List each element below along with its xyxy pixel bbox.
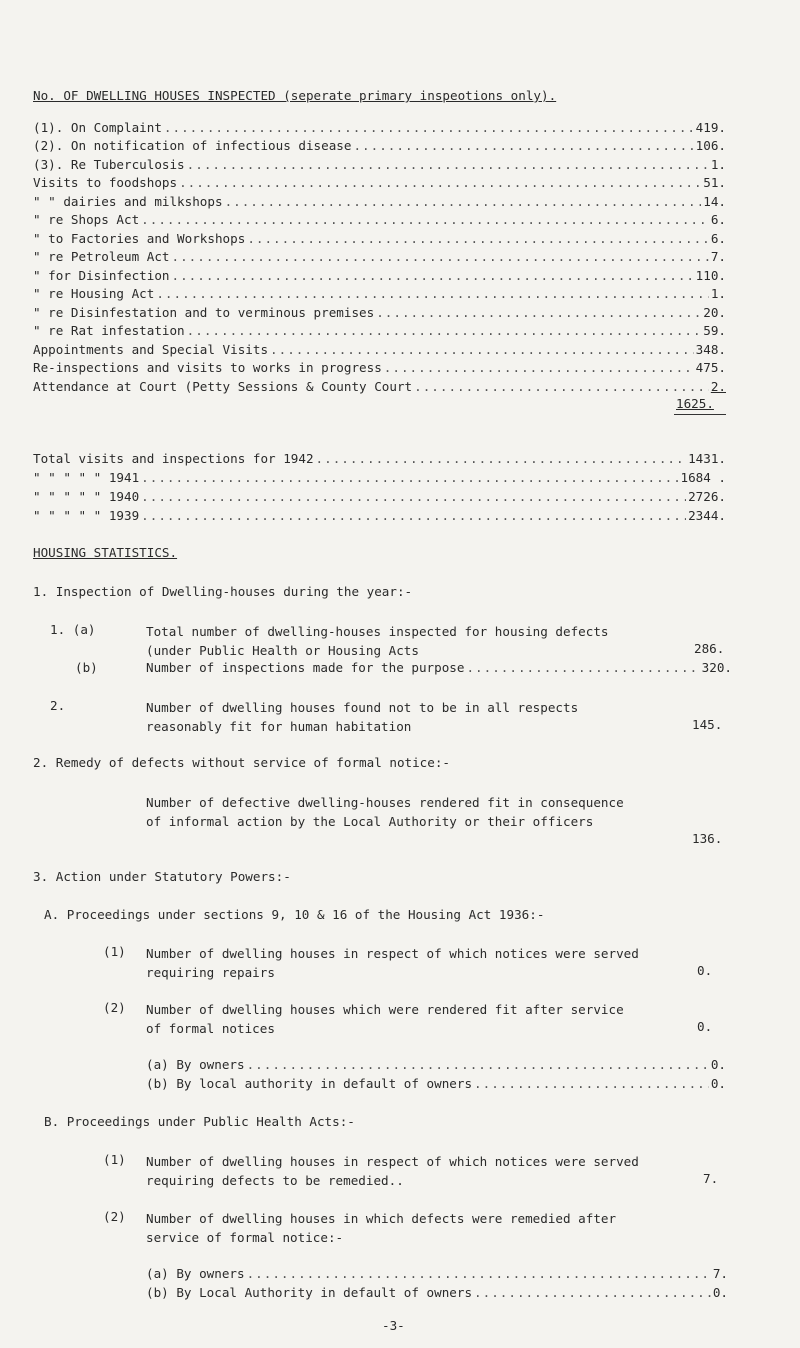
row-label: " for Disinfection — [33, 268, 170, 283]
item-text: (a) By owners — [146, 1057, 245, 1072]
item-text: Number of dwelling houses found not to be in all respects reasonably fit for human habitation — [146, 700, 579, 734]
row-value: 20. — [703, 305, 726, 320]
item-number: (2) — [103, 1209, 126, 1224]
item-number: (1) — [103, 944, 126, 959]
item-number: (1) — [103, 1152, 126, 1167]
item-leader-row — [146, 1285, 728, 1300]
item-text: Number of dwelling houses in which defects were remedied after service of formal notice:- — [146, 1211, 617, 1245]
row-value: 59. — [703, 323, 726, 338]
yearly-label: " " " " " 1941 — [33, 470, 140, 485]
row-value: 51. — [703, 175, 726, 190]
inspection-row — [33, 157, 726, 172]
item-number: 1. (a) — [50, 622, 96, 637]
inspection-row — [33, 138, 726, 153]
item-text: (a) By owners — [146, 1266, 245, 1281]
yearly-value: 2344. — [688, 508, 726, 523]
row-value: 14. — [703, 194, 726, 209]
item-leader-row — [146, 1076, 726, 1091]
item-value: 145. — [692, 717, 723, 732]
row-value: 110. — [695, 268, 726, 283]
row-label: " " dairies and milkshops — [33, 194, 223, 209]
inspection-row — [33, 268, 726, 283]
row-label: Visits to foodshops — [33, 175, 178, 190]
inspection-row — [33, 175, 726, 190]
section-heading: 3. Action under Statutory Powers:- — [33, 869, 291, 884]
item-text: Number of dwelling houses in respect of which notices were served requiring repairs — [146, 946, 639, 980]
inspection-row — [33, 286, 726, 301]
item-text: (b) By Local Authority in default of owners — [146, 1285, 473, 1300]
row-label: Attendance at Court (Petty Sessions & County Court — [33, 379, 413, 394]
item-value: 0. — [710, 1076, 726, 1091]
inspections-total — [676, 396, 714, 411]
item-text: Number of inspections made for the purpose — [146, 660, 465, 675]
row-value: 419. — [695, 120, 726, 135]
yearly-label: " " " " " 1940 — [33, 489, 140, 504]
inspection-row — [33, 342, 726, 357]
housing-title-text: HOUSING STATISTICS. — [33, 545, 178, 560]
item-leader-row — [146, 1057, 726, 1072]
total-rule — [674, 414, 726, 415]
item-value: 320. — [701, 660, 732, 675]
inspection-row — [33, 249, 726, 264]
item-text: Number of dwelling houses in respect of which notices were served requiring defects to be remedied.. — [146, 1154, 639, 1188]
inspected-title — [33, 88, 556, 103]
item-number: 2. — [50, 698, 66, 713]
inspection-row — [33, 360, 726, 375]
inspection-row — [33, 212, 726, 227]
section-heading: 1. Inspection of Dwelling-houses during the year:- — [33, 584, 413, 599]
item-number: (b) — [75, 660, 98, 675]
row-label: Appointments and Special Visits — [33, 342, 269, 357]
inspection-row — [33, 194, 726, 209]
inspection-row — [33, 120, 726, 135]
row-value: 106. — [695, 138, 726, 153]
page-number: -3- — [382, 1318, 405, 1333]
row-value: 7. — [710, 249, 726, 264]
section-heading: 2. Remedy of defects without service of formal notice:- — [33, 755, 451, 770]
row-value: 2. — [710, 379, 726, 394]
yearly-label: Total visits and inspections for 1942 — [33, 451, 314, 466]
yearly-label: " " " " " 1939 — [33, 508, 140, 523]
inspected-title-text: No. OF DWELLING HOUSES INSPECTED (seperate primary inspeotions only). — [33, 88, 557, 103]
item-value: 0. — [710, 1057, 726, 1072]
row-label: " re Disinfestation and to verminous premises — [33, 305, 375, 320]
item-text: Total number of dwelling-houses inspected for housing defects (under Public Health or Housing Acts — [146, 624, 609, 658]
item-text: (b) By local authority in default of owners — [146, 1076, 473, 1091]
yearly-row — [33, 451, 726, 466]
item-value: 0. — [697, 963, 713, 978]
yearly-row — [33, 508, 726, 523]
item-text: Number of defective dwelling-houses rendered fit in consequence of informal action by the Local Authority or their officers — [146, 795, 624, 829]
row-label: " re Rat infestation — [33, 323, 185, 338]
item-value: 7. — [712, 1266, 728, 1281]
row-value: 6. — [710, 231, 726, 246]
row-label: " to Factories and Workshops — [33, 231, 246, 246]
row-value: 6. — [710, 212, 726, 227]
inspection-row — [33, 305, 726, 320]
housing-title — [33, 545, 177, 560]
item-value: 286. — [694, 641, 725, 656]
inspection-row — [33, 379, 726, 394]
inspection-row — [33, 231, 726, 246]
row-value: 348. — [695, 342, 726, 357]
row-label: " re Housing Act — [33, 286, 155, 301]
yearly-value: 2726. — [688, 489, 726, 504]
yearly-row — [33, 489, 726, 504]
inspection-row — [33, 323, 726, 338]
item-number: (2) — [103, 1000, 126, 1015]
row-value: 1. — [710, 286, 726, 301]
item-leader-row — [146, 660, 732, 675]
item-value: 0. — [697, 1019, 713, 1034]
row-label: Re-inspections and visits to works in progress — [33, 360, 382, 375]
row-label: " re Petroleum Act — [33, 249, 170, 264]
yearly-value: 1431. — [688, 451, 726, 466]
subsection-heading: B. Proceedings under Public Health Acts:- — [44, 1114, 355, 1129]
row-label: (3). Re Tuberculosis — [33, 157, 185, 172]
item-value: 7. — [703, 1171, 719, 1186]
subsection-heading: A. Proceedings under sections 9, 10 & 16 of the Housing Act 1936:- — [44, 907, 545, 922]
item-text: Number of dwelling houses which were rendered fit after service of formal notices — [146, 1002, 624, 1036]
row-value: 475. — [695, 360, 726, 375]
item-value: 0. — [712, 1285, 728, 1300]
yearly-row — [33, 470, 726, 485]
item-leader-row — [146, 1266, 728, 1281]
total-value: 1625. — [676, 396, 714, 411]
row-label: (2). On notification of infectious disease — [33, 138, 352, 153]
row-label: " re Shops Act — [33, 212, 140, 227]
row-value: 1. — [710, 157, 726, 172]
row-label: (1). On Complaint — [33, 120, 162, 135]
item-value: 136. — [692, 831, 723, 846]
yearly-value: 1684 . — [680, 470, 726, 485]
